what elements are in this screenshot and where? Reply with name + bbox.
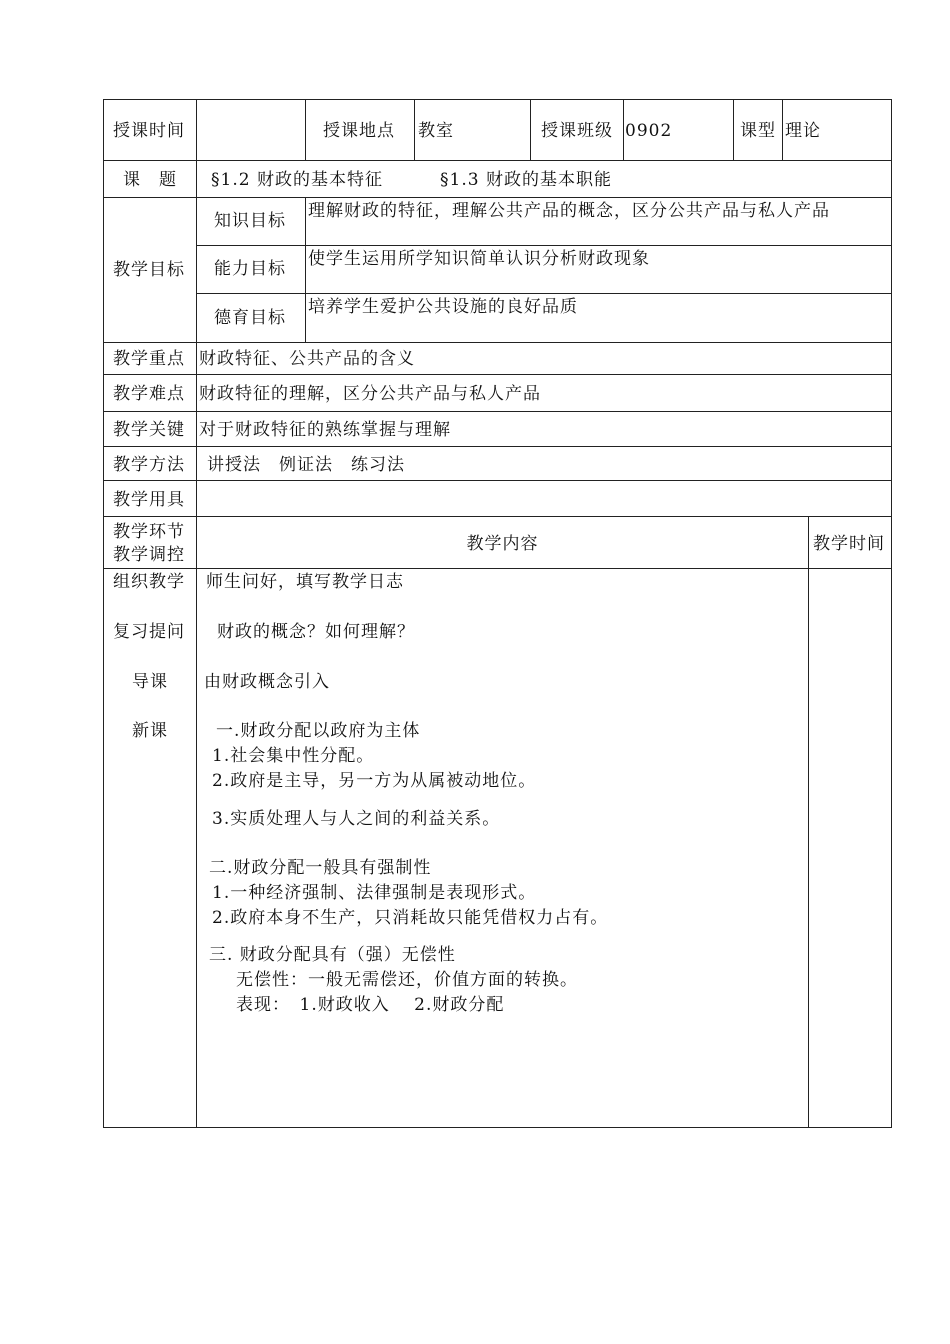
topic-item-2: §1.3 财政的基本职能 [440, 170, 612, 190]
step-new: 新课 [132, 721, 168, 741]
time-label: 授课时间 [113, 121, 185, 141]
ability-goal-label: 能力目标 [214, 259, 286, 279]
moral-goal-label: 德育目标 [214, 308, 286, 328]
content-line-6: 2.政府是主导，另一方为从属被动地位。 [212, 771, 537, 791]
step-intro: 导课 [132, 672, 168, 692]
content-line-4: 一.财政分配以政府为主体 [216, 721, 421, 741]
knowledge-goal-text: 理解财政的特征，理解公共产品的概念，区分公共产品与私人产品 [308, 201, 830, 221]
step-header-line2: 教学调控 [113, 545, 185, 565]
content-line-3: 由财政概念引入 [204, 672, 330, 692]
ability-goal-text: 使学生运用所学知识简单认识分析财政现象 [308, 249, 650, 269]
content-line-5: 1.社会集中性分配。 [212, 746, 375, 766]
step-organize: 组织教学 [113, 572, 185, 592]
content-line-13: 表现： 1.财政收入 2.财政分配 [236, 995, 505, 1015]
class-label: 授课班级 [541, 121, 613, 141]
place-value: 教室 [418, 121, 454, 141]
topic-label: 课 题 [123, 170, 177, 190]
key-point-label: 教学重点 [113, 349, 185, 369]
content-line-1: 师生问好，填写教学日志 [206, 572, 404, 592]
crux-text: 对于财政特征的熟练掌握与理解 [199, 420, 451, 440]
knowledge-goal-label: 知识目标 [214, 211, 286, 231]
key-point-text: 财政特征、公共产品的含义 [199, 349, 415, 369]
step-header-line1: 教学环节 [113, 522, 185, 542]
content-line-7: 3.实质处理人与人之间的利益关系。 [212, 809, 501, 829]
content-header: 教学内容 [466, 534, 539, 554]
content-line-8: 二.财政分配一般具有强制性 [209, 858, 432, 878]
time-header: 教学时间 [813, 534, 885, 554]
difficult-point-text: 财政特征的理解，区分公共产品与私人产品 [199, 384, 541, 404]
crux-label: 教学关键 [113, 420, 185, 440]
content-line-11: 三. 财政分配具有（强）无偿性 [209, 945, 456, 965]
step-review: 复习提问 [113, 622, 185, 642]
tools-label: 教学用具 [113, 490, 185, 510]
content-line-10: 2.政府本身不生产，只消耗故只能凭借权力占有。 [212, 908, 609, 928]
topic-item-1: §1.2 财政的基本特征 [211, 170, 383, 190]
class-value: 0902 [625, 121, 673, 141]
type-label: 课型 [740, 121, 776, 141]
content-line-2: 财政的概念？如何理解？ [217, 622, 415, 642]
method-text: 讲授法 例证法 练习法 [207, 455, 405, 475]
moral-goal-text: 培养学生爱护公共设施的良好品质 [308, 297, 578, 317]
place-label: 授课地点 [323, 121, 395, 141]
difficult-point-label: 教学难点 [113, 384, 185, 404]
type-value: 理论 [785, 121, 821, 141]
content-line-12: 无偿性：一般无需偿还，价值方面的转换。 [236, 970, 578, 990]
goals-label: 教学目标 [113, 260, 185, 280]
method-label: 教学方法 [113, 455, 185, 475]
content-line-9: 1.一种经济强制、法律强制是表现形式。 [212, 883, 537, 903]
